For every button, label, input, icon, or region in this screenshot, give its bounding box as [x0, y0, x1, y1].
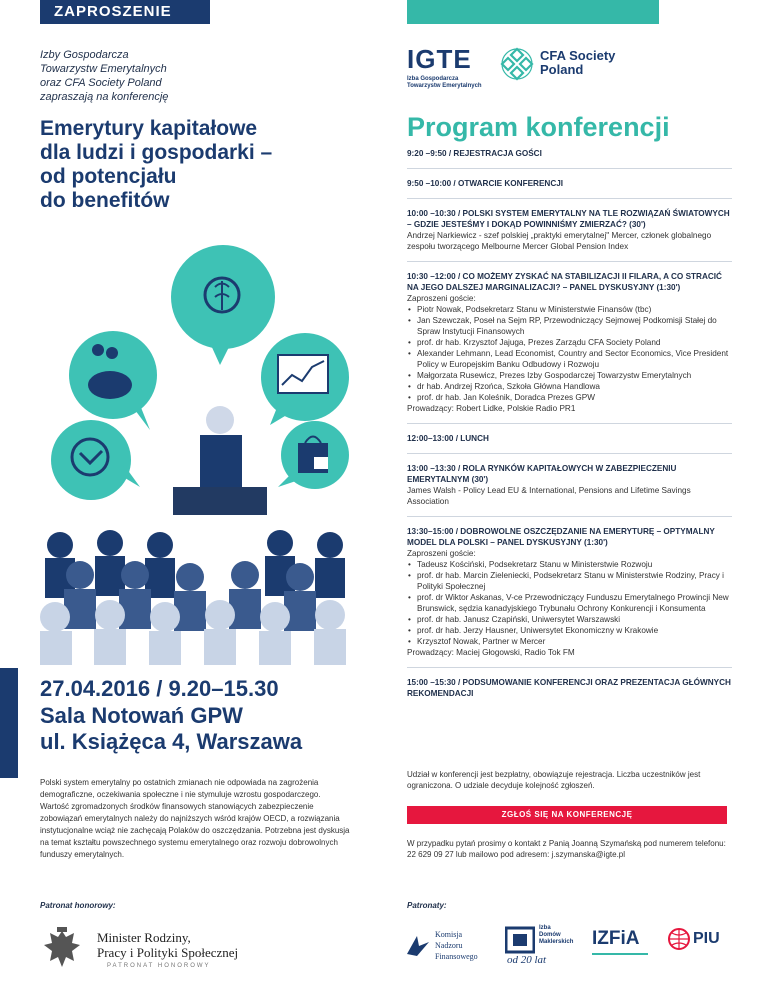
event-venue: Sala Notowań GPW	[40, 703, 243, 728]
knf-text-line: Finansowego	[435, 952, 478, 961]
igte-logo-subtitle	[407, 76, 482, 90]
event-title	[40, 117, 340, 213]
list-item: • Krzysztof Nowak, Partner w Mercer	[416, 636, 732, 647]
divider	[407, 423, 732, 424]
idm-text-line: Domów	[539, 932, 561, 938]
guest-list	[407, 304, 732, 403]
ministry-name-line: Minister Rodziny,	[97, 930, 191, 945]
list-item: • Tadeusz Kościński, Podsekretarz Stanu w Ministerstwie Rozwoju	[416, 559, 732, 570]
title-line: dla ludzi i gospodarki –	[40, 141, 273, 164]
event-date: 27.04.2016 / 9.20–15.30	[40, 676, 279, 701]
program-item-head: 10:30 –12:00 / CO MOŻEMY ZYSKAĆ NA STABILIZACJI II FILARA, A CO STRACIĆ NA JEGO DALSZEJ MARGINALIZACJI? – PANEL DYSKUSYJNY (1:30')	[407, 272, 722, 292]
idm-text-line: Izba	[539, 925, 551, 931]
patronage-label: Patronaty:	[407, 901, 447, 910]
accent-bar	[0, 668, 18, 778]
teal-header-strip	[407, 0, 659, 24]
program-list	[407, 148, 732, 708]
program-item	[407, 526, 732, 658]
chart-bubble-icon	[261, 333, 349, 425]
piggy-bank-bubble-icon	[69, 331, 157, 430]
program-item	[407, 208, 732, 252]
knf-logo	[405, 920, 495, 970]
program-item	[407, 463, 732, 507]
list-item: • Piotr Nowak, Podsekretarz Stanu w Ministerstwie Finansów (tbc)	[416, 304, 732, 315]
shopping-bag-bubble-icon	[278, 421, 349, 489]
list-item: • prof. dr Wiktor Askanas, V-ce Przewodniczący Funduszu Emerytalnego Prowincji New Brunswick, sędzia kanadyjskiego Trybunału Ochrony Konkurencji i Konsumenta	[416, 592, 732, 614]
program-item	[407, 271, 732, 414]
registration-note: Udział w konferencji jest bezpłatny, obowiązuje rejestracja. Liczba uczestników jest ograniczona. O udziale decyduje kolejność zgłoszeń.	[407, 770, 701, 790]
idm-text	[539, 925, 573, 946]
program-item-body: Zaproszeni goście:	[407, 294, 476, 303]
izfia-underline	[592, 953, 648, 955]
program-item	[407, 677, 732, 699]
audience-icon	[40, 515, 350, 665]
idm-tagline: od 20 lat	[507, 954, 547, 966]
ministry-logo	[40, 925, 260, 975]
intro-line: oraz CFA Society Poland	[40, 77, 162, 89]
ministry-patronage-text: PATRONAT HONOROWY	[107, 963, 211, 969]
divider	[407, 261, 732, 262]
clock-bubble-icon	[51, 420, 140, 500]
conference-illustration	[40, 225, 350, 665]
program-item-host: Prowadzący: Robert Lidke, Polskie Radio PR1	[407, 404, 576, 413]
igte-sub-line: Izba Gospodarcza	[407, 76, 459, 82]
izfia-logo-text: IZFiA	[592, 928, 640, 949]
program-title: Program konferencji	[407, 112, 670, 142]
event-address: ul. Książęca 4, Warszawa	[40, 729, 303, 754]
brain-bubble-icon	[171, 245, 275, 365]
knf-emblem-icon	[405, 932, 431, 958]
intro-line: Izby Gospodarcza	[40, 49, 129, 61]
intro-line: zapraszają na konferencję	[40, 91, 169, 103]
program-item	[407, 433, 732, 444]
list-item: • prof. dr hab. Krzysztof Jajuga, Prezes Zarządu CFA Society Poland	[416, 337, 732, 348]
list-item: • prof. dr hab. Janusz Czapiński, Uniwersytet Warszawski	[416, 614, 732, 625]
cfa-text-line: CFA Society	[540, 48, 616, 63]
knf-text-line: Nadzoru	[435, 941, 463, 950]
program-item-body: James Walsh - Policy Lead EU & International, Pensions and Lifetime Savings Association	[407, 486, 691, 506]
title-line: od potencjału	[40, 165, 177, 188]
izfia-logo	[592, 928, 654, 968]
guest-list	[407, 559, 732, 647]
program-item	[407, 148, 732, 159]
divider	[407, 516, 732, 517]
piu-globe-icon	[668, 928, 690, 950]
program-item-body: Andrzej Narkiewicz - szef polskiej „praktyki emerytalnej" Mercer, członek globalnego zespołu tworzącego Melbourne Mercer Global Pension Index	[407, 231, 712, 251]
program-item-body: Zaproszeni goście:	[407, 549, 476, 558]
title-line: do benefitów	[40, 189, 170, 212]
program-item-host: Prowadzący: Maciej Głogowski, Radio Tok FM	[407, 648, 575, 657]
list-item: • dr hab. Andrzej Rzońca, Szkoła Główna Handlowa	[416, 381, 732, 392]
igte-sub-line: Towarzystw Emerytalnych	[407, 83, 482, 89]
piu-logo	[668, 928, 732, 968]
program-item-head: 9:50 –10:00 / OTWARCIE KONFERENCJI	[407, 179, 564, 188]
program-item-head: 10:00 –10:30 / POLSKI SYSTEM EMERYTALNY NA TLE ROZWIĄZAŃ ŚWIATOWYCH – GDZIE JESTEŚMY I DOKĄD POWINNIŚMY ZMIERZAĆ? (30')	[407, 209, 730, 229]
idm-emblem-icon	[505, 926, 535, 954]
conference-description: Polski system emerytalny po ostatnich zmianach nie odpowiada na zagrożenia demograficzne, oczekiwania społeczne i nie stymuluje wzrostu gospodarczego. Wartość zgromadzonych środków finansowych stanowiących zabezpieczenie zobowiązań emerytalnych należy do najniższych wśród krajów OECD, a rozwiązania instytucjonalne wciąż nie zachęcają Polaków do oszczędzania. Potrzebna jest dyskusja na temat kształtu powszechnego systemu emerytalnego oraz rozwoju dobrowolnych funduszy emerytalnych.	[40, 778, 350, 859]
program-item	[407, 178, 732, 189]
divider	[407, 198, 732, 199]
cfa-logo-text	[540, 49, 615, 77]
program-item-head: 15:00 –15:30 / PODSUMOWANIE KONFERENCJI ORAZ PREZENTACJA GŁÓWNYCH REKOMENDACJI	[407, 678, 731, 698]
divider	[407, 453, 732, 454]
honorary-patronage-label: Patronat honorowy:	[40, 901, 116, 910]
divider	[407, 168, 732, 169]
list-item: • prof. dr hab. Marcin Zieleniecki, Podsekretarz Stanu w Ministerstwie Rodziny, Pracy i Polityki Społecznej	[416, 570, 732, 592]
intro-text	[40, 48, 240, 104]
list-item: • Małgorzata Rusewicz, Prezes Izby Gospodarczej Towarzystw Emerytalnych	[416, 370, 732, 381]
list-item: • prof. dr hab. Jan Koleśnik, Doradca Prezes GPW	[416, 392, 732, 403]
ministry-name-line: Pracy i Polityki Społecznej	[97, 945, 239, 960]
idm-text-line: Maklerskich	[539, 939, 574, 945]
program-item-head: 13:30–15:00 / DOBROWOLNE OSZCZĘDZANIE NA EMERYTURĘ – OPTYMALNY MODEL DLA POLSKI – PANEL DYSKUSYJNY (1:30')	[407, 527, 715, 547]
program-item-head: 13:00 –13:30 / ROLA RYNKÓW KAPITAŁOWYCH W ZABEZPIECZENIU EMERYTALNYM (30')	[407, 464, 677, 484]
organizer-logos	[407, 44, 707, 94]
contact-info: W przypadku pytań prosimy o kontakt z Panią Joanną Szymańską pod numerem telefonu: 22 629 09 27 lub mailowo pod adresem: j.szymanska@igte.pl	[407, 839, 726, 859]
register-button[interactable]: ZGŁOŚ SIĘ NA KONFERENCJĘ	[407, 806, 727, 824]
igte-logo: IGTE	[407, 44, 472, 74]
list-item: • Jan Szewczak, Poseł na Sejm RP, Przewodniczący Sejmowej Podkomisji Stałej do Spraw Instytucji Finansowych	[416, 315, 732, 337]
knf-text-line: Komisja	[435, 930, 463, 939]
list-item: • prof. dr hab. Jerzy Hausner, Uniwersytet Ekonomiczny w Krakowie	[416, 625, 732, 636]
idm-logo	[505, 920, 585, 970]
list-item: • Alexander Lehmann, Lead Economist, Country and Sector Economics, Vice President Policy w Europejskim Banku Odbudowy i Rozwoju	[416, 348, 732, 370]
invitation-badge: ZAPROSZENIE	[40, 0, 210, 24]
program-item-head: 12:00–13:00 / LUNCH	[407, 434, 489, 443]
eagle-emblem-icon	[40, 925, 84, 973]
cfa-globe-icon	[499, 46, 535, 82]
program-item-head: 9:20 –9:50 / REJESTRACJA GOŚCI	[407, 149, 542, 158]
cfa-text-line: Poland	[540, 62, 584, 77]
divider	[407, 667, 732, 668]
title-line: Emerytury kapitałowe	[40, 117, 258, 140]
intro-line: Towarzystw Emerytalnych	[40, 63, 167, 75]
piu-logo-text: PIU	[693, 930, 720, 947]
